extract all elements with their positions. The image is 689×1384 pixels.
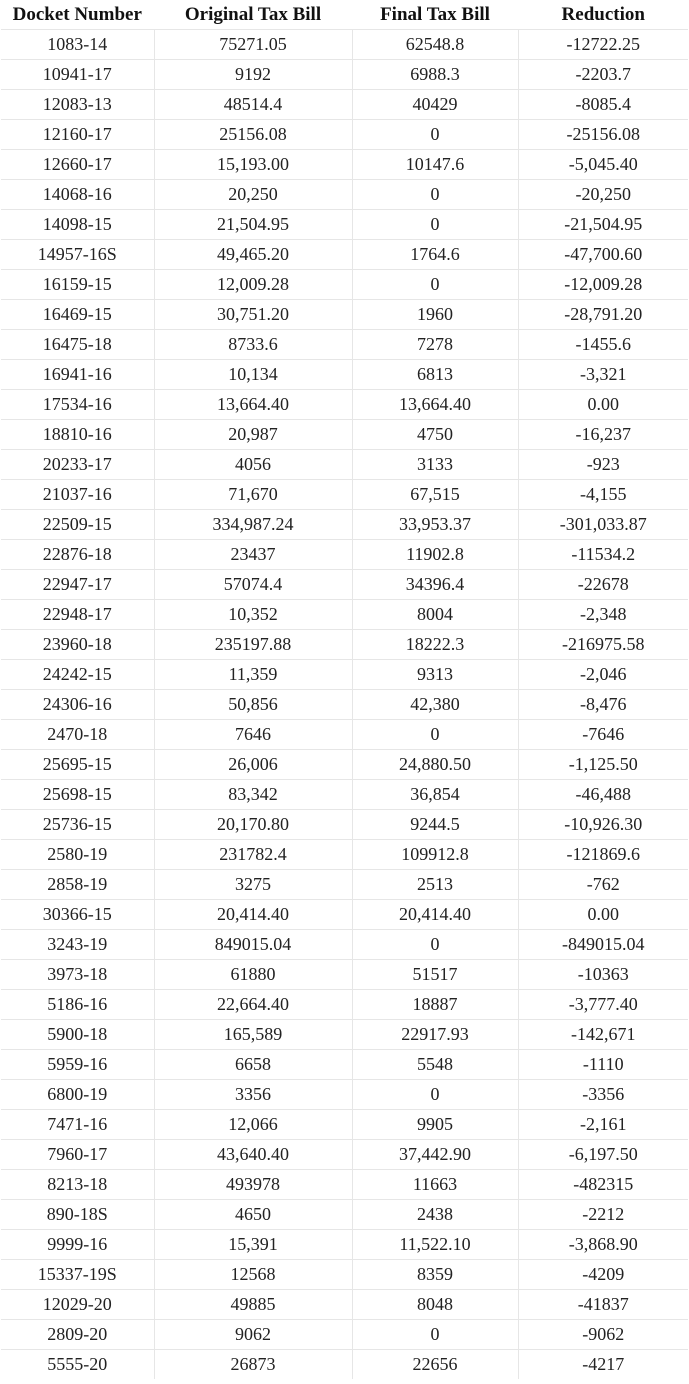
cell-docket-number: 16475-18 <box>1 330 154 360</box>
cell-reduction: -482315 <box>518 1170 688 1200</box>
cell-docket-number: 12029-20 <box>1 1290 154 1320</box>
cell-reduction: -20,250 <box>518 180 688 210</box>
table-row <box>1 720 688 750</box>
table-row <box>1 1110 688 1140</box>
table-row <box>1 480 688 510</box>
cell-reduction: -22678 <box>518 570 688 600</box>
cell-final-tax-bill: 42,380 <box>352 690 518 720</box>
table-row <box>1 360 688 390</box>
cell-docket-number: 3243-19 <box>1 930 154 960</box>
cell-original-tax-bill: 6658 <box>154 1050 352 1080</box>
cell-docket-number: 22948-17 <box>1 600 154 630</box>
cell-docket-number: 2470-18 <box>1 720 154 750</box>
table-row <box>1 420 688 450</box>
cell-docket-number: 5555-20 <box>1 1350 154 1380</box>
cell-original-tax-bill: 9062 <box>154 1320 352 1350</box>
cell-final-tax-bill: 18222.3 <box>352 630 518 660</box>
cell-reduction: -3356 <box>518 1080 688 1110</box>
table-row <box>1 600 688 630</box>
cell-original-tax-bill: 3275 <box>154 870 352 900</box>
cell-reduction: -12,009.28 <box>518 270 688 300</box>
table-row <box>1 1050 688 1080</box>
table-row <box>1 540 688 570</box>
cell-docket-number: 2858-19 <box>1 870 154 900</box>
cell-docket-number: 14068-16 <box>1 180 154 210</box>
table-row <box>1 270 688 300</box>
column-header-original-tax-bill: Original Tax Bill <box>154 0 352 30</box>
cell-original-tax-bill: 49885 <box>154 1290 352 1320</box>
table-row <box>1 1290 688 1320</box>
cell-docket-number: 22509-15 <box>1 510 154 540</box>
cell-reduction: -16,237 <box>518 420 688 450</box>
cell-docket-number: 25698-15 <box>1 780 154 810</box>
cell-docket-number: 16941-16 <box>1 360 154 390</box>
cell-docket-number: 16159-15 <box>1 270 154 300</box>
table-row <box>1 1230 688 1260</box>
table-row <box>1 660 688 690</box>
cell-final-tax-bill: 0 <box>352 1080 518 1110</box>
table-row <box>1 1320 688 1350</box>
cell-docket-number: 5186-16 <box>1 990 154 1020</box>
cell-docket-number: 3973-18 <box>1 960 154 990</box>
cell-reduction: -47,700.60 <box>518 240 688 270</box>
cell-reduction: -301,033.87 <box>518 510 688 540</box>
cell-original-tax-bill: 75271.05 <box>154 30 352 60</box>
cell-final-tax-bill: 3133 <box>352 450 518 480</box>
table-row <box>1 870 688 900</box>
cell-reduction: -2203.7 <box>518 60 688 90</box>
cell-docket-number: 15337-19S <box>1 1260 154 1290</box>
cell-original-tax-bill: 50,856 <box>154 690 352 720</box>
table-row <box>1 510 688 540</box>
cell-original-tax-bill: 4056 <box>154 450 352 480</box>
cell-docket-number: 890-18S <box>1 1200 154 1230</box>
cell-original-tax-bill: 12,009.28 <box>154 270 352 300</box>
cell-original-tax-bill: 61880 <box>154 960 352 990</box>
cell-reduction: -5,045.40 <box>518 150 688 180</box>
cell-original-tax-bill: 83,342 <box>154 780 352 810</box>
table-row <box>1 240 688 270</box>
cell-reduction: -25156.08 <box>518 120 688 150</box>
cell-original-tax-bill: 334,987.24 <box>154 510 352 540</box>
column-header-docket-number: Docket Number <box>1 0 154 30</box>
cell-final-tax-bill: 9905 <box>352 1110 518 1140</box>
cell-docket-number: 2580-19 <box>1 840 154 870</box>
cell-original-tax-bill: 20,987 <box>154 420 352 450</box>
cell-final-tax-bill: 0 <box>352 270 518 300</box>
cell-reduction: -46,488 <box>518 780 688 810</box>
cell-reduction: -2,348 <box>518 600 688 630</box>
cell-original-tax-bill: 15,391 <box>154 1230 352 1260</box>
cell-original-tax-bill: 10,134 <box>154 360 352 390</box>
cell-docket-number: 14098-15 <box>1 210 154 240</box>
cell-reduction: -2212 <box>518 1200 688 1230</box>
cell-docket-number: 18810-16 <box>1 420 154 450</box>
cell-original-tax-bill: 20,414.40 <box>154 900 352 930</box>
cell-final-tax-bill: 22917.93 <box>352 1020 518 1050</box>
cell-docket-number: 9999-16 <box>1 1230 154 1260</box>
cell-original-tax-bill: 12568 <box>154 1260 352 1290</box>
cell-final-tax-bill: 6813 <box>352 360 518 390</box>
table-row <box>1 300 688 330</box>
cell-final-tax-bill: 18887 <box>352 990 518 1020</box>
column-header-reduction: Reduction <box>518 0 688 30</box>
cell-reduction: -9062 <box>518 1320 688 1350</box>
cell-reduction: -2,046 <box>518 660 688 690</box>
table-row <box>1 750 688 780</box>
cell-reduction: -4,155 <box>518 480 688 510</box>
cell-docket-number: 5900-18 <box>1 1020 154 1050</box>
cell-reduction: -8085.4 <box>518 90 688 120</box>
table-row <box>1 30 688 60</box>
table-row <box>1 780 688 810</box>
cell-original-tax-bill: 849015.04 <box>154 930 352 960</box>
cell-reduction: -4217 <box>518 1350 688 1380</box>
cell-final-tax-bill: 8048 <box>352 1290 518 1320</box>
cell-original-tax-bill: 8733.6 <box>154 330 352 360</box>
cell-docket-number: 24306-16 <box>1 690 154 720</box>
cell-docket-number: 12660-17 <box>1 150 154 180</box>
cell-reduction: -3,868.90 <box>518 1230 688 1260</box>
cell-final-tax-bill: 109912.8 <box>352 840 518 870</box>
table-row <box>1 960 688 990</box>
cell-reduction: -3,321 <box>518 360 688 390</box>
cell-final-tax-bill: 0 <box>352 210 518 240</box>
cell-original-tax-bill: 26873 <box>154 1350 352 1380</box>
cell-reduction: -28,791.20 <box>518 300 688 330</box>
cell-original-tax-bill: 3356 <box>154 1080 352 1110</box>
cell-final-tax-bill: 51517 <box>352 960 518 990</box>
table-body <box>1 30 688 1380</box>
cell-original-tax-bill: 12,066 <box>154 1110 352 1140</box>
column-header-final-tax-bill: Final Tax Bill <box>352 0 518 30</box>
cell-reduction: -3,777.40 <box>518 990 688 1020</box>
cell-original-tax-bill: 7646 <box>154 720 352 750</box>
cell-reduction: -4209 <box>518 1260 688 1290</box>
cell-reduction: -41837 <box>518 1290 688 1320</box>
cell-final-tax-bill: 8004 <box>352 600 518 630</box>
cell-docket-number: 7471-16 <box>1 1110 154 1140</box>
cell-reduction: -1110 <box>518 1050 688 1080</box>
table-row <box>1 990 688 1020</box>
cell-docket-number: 22947-17 <box>1 570 154 600</box>
table-row <box>1 930 688 960</box>
cell-final-tax-bill: 8359 <box>352 1260 518 1290</box>
cell-final-tax-bill: 11663 <box>352 1170 518 1200</box>
cell-final-tax-bill: 1764.6 <box>352 240 518 270</box>
cell-final-tax-bill: 33,953.37 <box>352 510 518 540</box>
cell-reduction: 0.00 <box>518 390 688 420</box>
cell-final-tax-bill: 0 <box>352 180 518 210</box>
cell-original-tax-bill: 23437 <box>154 540 352 570</box>
cell-original-tax-bill: 165,589 <box>154 1020 352 1050</box>
cell-final-tax-bill: 4750 <box>352 420 518 450</box>
cell-final-tax-bill: 67,515 <box>352 480 518 510</box>
cell-reduction: -121869.6 <box>518 840 688 870</box>
cell-original-tax-bill: 4650 <box>154 1200 352 1230</box>
cell-original-tax-bill: 493978 <box>154 1170 352 1200</box>
cell-reduction: -923 <box>518 450 688 480</box>
cell-docket-number: 23960-18 <box>1 630 154 660</box>
table-row <box>1 1350 688 1380</box>
cell-original-tax-bill: 15,193.00 <box>154 150 352 180</box>
cell-original-tax-bill: 11,359 <box>154 660 352 690</box>
cell-reduction: -2,161 <box>518 1110 688 1140</box>
cell-reduction: -1,125.50 <box>518 750 688 780</box>
cell-original-tax-bill: 22,664.40 <box>154 990 352 1020</box>
table-row <box>1 810 688 840</box>
cell-reduction: -10,926.30 <box>518 810 688 840</box>
cell-final-tax-bill: 1960 <box>352 300 518 330</box>
cell-reduction: -216975.58 <box>518 630 688 660</box>
table-header <box>1 0 688 30</box>
table-row <box>1 60 688 90</box>
cell-reduction: -7646 <box>518 720 688 750</box>
table-row <box>1 1260 688 1290</box>
table-row <box>1 1200 688 1230</box>
cell-reduction: -12722.25 <box>518 30 688 60</box>
table-row <box>1 330 688 360</box>
cell-final-tax-bill: 7278 <box>352 330 518 360</box>
cell-original-tax-bill: 48514.4 <box>154 90 352 120</box>
cell-reduction: -21,504.95 <box>518 210 688 240</box>
cell-final-tax-bill: 36,854 <box>352 780 518 810</box>
tax-bill-table <box>1 0 688 1379</box>
table-row <box>1 1020 688 1050</box>
table-row <box>1 150 688 180</box>
cell-docket-number: 7960-17 <box>1 1140 154 1170</box>
cell-docket-number: 1083-14 <box>1 30 154 60</box>
cell-original-tax-bill: 25156.08 <box>154 120 352 150</box>
cell-original-tax-bill: 30,751.20 <box>154 300 352 330</box>
cell-final-tax-bill: 0 <box>352 1320 518 1350</box>
cell-reduction: -11534.2 <box>518 540 688 570</box>
cell-reduction: -1455.6 <box>518 330 688 360</box>
cell-docket-number: 21037-16 <box>1 480 154 510</box>
cell-final-tax-bill: 62548.8 <box>352 30 518 60</box>
cell-final-tax-bill: 10147.6 <box>352 150 518 180</box>
cell-docket-number: 2809-20 <box>1 1320 154 1350</box>
cell-docket-number: 17534-16 <box>1 390 154 420</box>
cell-final-tax-bill: 11,522.10 <box>352 1230 518 1260</box>
table-row <box>1 690 688 720</box>
cell-original-tax-bill: 57074.4 <box>154 570 352 600</box>
cell-reduction: -142,671 <box>518 1020 688 1050</box>
cell-docket-number: 12160-17 <box>1 120 154 150</box>
cell-reduction: -849015.04 <box>518 930 688 960</box>
cell-final-tax-bill: 34396.4 <box>352 570 518 600</box>
table-row <box>1 180 688 210</box>
table-row <box>1 90 688 120</box>
table-row <box>1 210 688 240</box>
cell-docket-number: 16469-15 <box>1 300 154 330</box>
cell-docket-number: 14957-16S <box>1 240 154 270</box>
cell-original-tax-bill: 10,352 <box>154 600 352 630</box>
table-row <box>1 1170 688 1200</box>
cell-final-tax-bill: 13,664.40 <box>352 390 518 420</box>
cell-final-tax-bill: 2513 <box>352 870 518 900</box>
table-row <box>1 840 688 870</box>
cell-docket-number: 25736-15 <box>1 810 154 840</box>
cell-original-tax-bill: 26,006 <box>154 750 352 780</box>
cell-reduction: -10363 <box>518 960 688 990</box>
cell-reduction: 0.00 <box>518 900 688 930</box>
table-row <box>1 900 688 930</box>
header-row <box>1 0 688 30</box>
cell-final-tax-bill: 0 <box>352 930 518 960</box>
table-row <box>1 450 688 480</box>
cell-docket-number: 24242-15 <box>1 660 154 690</box>
cell-final-tax-bill: 20,414.40 <box>352 900 518 930</box>
table-row <box>1 120 688 150</box>
cell-final-tax-bill: 0 <box>352 720 518 750</box>
cell-original-tax-bill: 21,504.95 <box>154 210 352 240</box>
cell-final-tax-bill: 22656 <box>352 1350 518 1380</box>
cell-final-tax-bill: 37,442.90 <box>352 1140 518 1170</box>
cell-original-tax-bill: 235197.88 <box>154 630 352 660</box>
table-row <box>1 630 688 660</box>
cell-final-tax-bill: 5548 <box>352 1050 518 1080</box>
cell-final-tax-bill: 11902.8 <box>352 540 518 570</box>
cell-final-tax-bill: 40429 <box>352 90 518 120</box>
cell-original-tax-bill: 20,170.80 <box>154 810 352 840</box>
cell-docket-number: 20233-17 <box>1 450 154 480</box>
cell-original-tax-bill: 9192 <box>154 60 352 90</box>
cell-original-tax-bill: 43,640.40 <box>154 1140 352 1170</box>
table-row <box>1 570 688 600</box>
cell-reduction: -762 <box>518 870 688 900</box>
cell-docket-number: 6800-19 <box>1 1080 154 1110</box>
cell-final-tax-bill: 24,880.50 <box>352 750 518 780</box>
cell-final-tax-bill: 6988.3 <box>352 60 518 90</box>
table-row <box>1 390 688 420</box>
cell-docket-number: 12083-13 <box>1 90 154 120</box>
cell-reduction: -8,476 <box>518 690 688 720</box>
cell-original-tax-bill: 71,670 <box>154 480 352 510</box>
cell-docket-number: 30366-15 <box>1 900 154 930</box>
cell-original-tax-bill: 231782.4 <box>154 840 352 870</box>
cell-original-tax-bill: 13,664.40 <box>154 390 352 420</box>
table-row <box>1 1080 688 1110</box>
cell-docket-number: 25695-15 <box>1 750 154 780</box>
cell-original-tax-bill: 49,465.20 <box>154 240 352 270</box>
cell-reduction: -6,197.50 <box>518 1140 688 1170</box>
cell-original-tax-bill: 20,250 <box>154 180 352 210</box>
cell-final-tax-bill: 9313 <box>352 660 518 690</box>
cell-final-tax-bill: 9244.5 <box>352 810 518 840</box>
cell-docket-number: 5959-16 <box>1 1050 154 1080</box>
cell-docket-number: 22876-18 <box>1 540 154 570</box>
cell-docket-number: 8213-18 <box>1 1170 154 1200</box>
cell-docket-number: 10941-17 <box>1 60 154 90</box>
table-row <box>1 1140 688 1170</box>
cell-final-tax-bill: 0 <box>352 120 518 150</box>
cell-final-tax-bill: 2438 <box>352 1200 518 1230</box>
